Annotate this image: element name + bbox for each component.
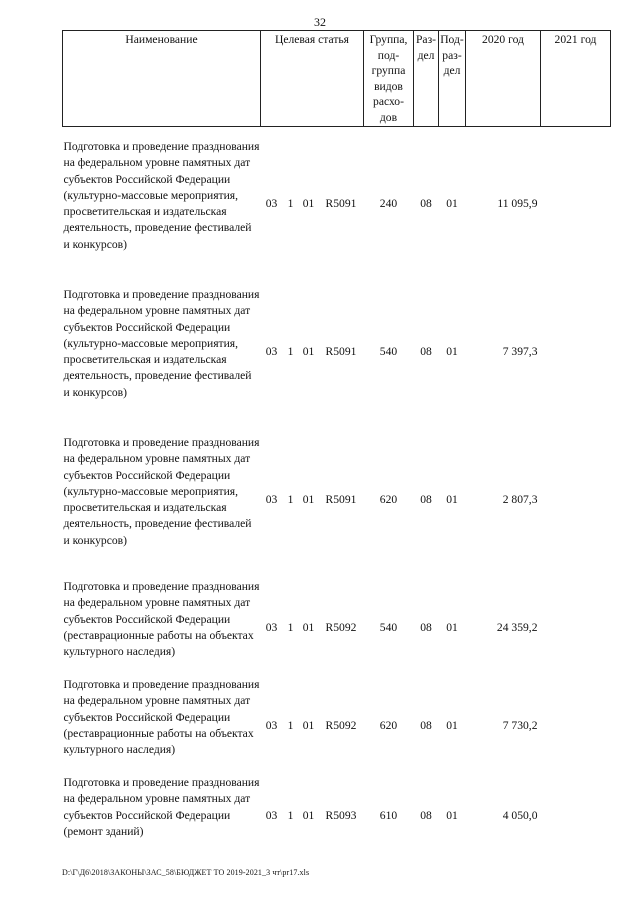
row-subsection: 01 — [446, 809, 458, 822]
header-2021: 2021 год — [541, 31, 611, 127]
row-name: Подготовка и проведение празднования на федеральном уровне памятных дат субъектов Российской Федерации (культурно-массовые мероприятия, просветительская и издательская деятельность, проведение фестивалей и конкурсов) — [63, 436, 260, 547]
header-subsection: Под- раз- дел — [439, 31, 466, 127]
row-article-1: 03 — [265, 809, 278, 822]
row-2021 — [541, 435, 611, 565]
table-row — [63, 287, 611, 417]
header-section: Раз- дел — [414, 31, 439, 127]
row-article-1: 03 — [265, 197, 278, 210]
row-article-1: 03 — [265, 719, 278, 732]
row-2020: 7 730,2 — [502, 719, 538, 732]
row-section: 08 — [420, 345, 432, 358]
row-2020: 11 095,9 — [497, 197, 538, 210]
row-article-4: R5092 — [325, 719, 357, 732]
row-article-1: 03 — [265, 621, 278, 634]
table-header-row — [63, 31, 611, 127]
row-2020: 7 397,3 — [502, 345, 538, 358]
row-2020: 4 050,0 — [502, 809, 538, 822]
row-2021 — [541, 579, 611, 677]
header-2020: 2020 год — [466, 31, 541, 127]
row-article-3: 01 — [302, 621, 315, 634]
row-article-2: 1 — [287, 197, 294, 210]
row-group: 610 — [379, 809, 398, 822]
header-target-article: Целевая статья — [261, 31, 364, 127]
row-2020: 2 807,3 — [502, 493, 538, 506]
row-subsection: 01 — [446, 621, 458, 634]
row-article-1: 03 — [265, 345, 278, 358]
row-name: Подготовка и проведение празднования на федеральном уровне памятных дат субъектов Российской Федерации (реставрационные работы на объектах культурного наследия) — [63, 678, 260, 757]
row-name: Подготовка и проведение празднования на федеральном уровне памятных дат субъектов Российской Федерации (культурно-массовые мероприятия, просветительская и издательская деятельность, проведение фестивалей и конкурсов) — [63, 288, 260, 399]
row-subsection: 01 — [446, 493, 458, 506]
row-name: Подготовка и проведение празднования на федеральном уровне памятных дат субъектов Российской Федерации (ремонт зданий) — [63, 776, 260, 838]
row-article-4: R5091 — [325, 493, 357, 506]
table-row — [63, 579, 611, 677]
row-section: 08 — [420, 719, 432, 732]
row-group: 620 — [379, 719, 398, 732]
row-article-3: 01 — [302, 345, 315, 358]
row-article-3: 01 — [302, 809, 315, 822]
row-section: 08 — [420, 197, 432, 210]
row-name: Подготовка и проведение празднования на федеральном уровне памятных дат субъектов Российской Федерации (реставрационные работы на объектах культурного наследия) — [63, 580, 260, 659]
row-article-2: 1 — [287, 809, 294, 822]
row-subsection: 01 — [446, 345, 458, 358]
row-section: 08 — [420, 809, 432, 822]
row-article-3: 01 — [302, 719, 315, 732]
row-article-4: R5091 — [325, 197, 357, 210]
row-article-2: 1 — [287, 621, 294, 634]
row-article-1: 03 — [265, 493, 278, 506]
header-group: Группа, под- группа видов расхо- дов — [364, 31, 414, 127]
row-group: 240 — [379, 197, 398, 210]
table-row — [63, 435, 611, 565]
table-row — [63, 139, 611, 269]
row-group: 540 — [379, 621, 398, 634]
row-section: 08 — [420, 621, 432, 634]
row-article-4: R5093 — [325, 809, 357, 822]
row-group: 540 — [379, 345, 398, 358]
row-2021 — [541, 677, 611, 775]
row-name: Подготовка и проведение празднования на федеральном уровне памятных дат субъектов Российской Федерации (культурно-массовые мероприятия, просветительская и издательская деятельность, проведение фестивалей и конкурсов) — [63, 140, 260, 251]
table-row — [63, 775, 611, 857]
row-subsection: 01 — [446, 719, 458, 732]
header-name: Наименование — [63, 31, 261, 127]
row-2021 — [541, 139, 611, 269]
footer-file-path: D:\Г\Д6\2018\ЗАКОНЫ\ЗАС_58\БЮДЖЕТ ТО 2019-2021_3 чт\pr17.xls — [62, 868, 310, 877]
row-article-2: 1 — [287, 345, 294, 358]
table-row — [63, 677, 611, 775]
row-article-3: 01 — [302, 493, 315, 506]
row-article-4: R5092 — [325, 621, 357, 634]
row-article-3: 01 — [302, 197, 315, 210]
budget-table — [62, 30, 611, 857]
row-article-2: 1 — [287, 493, 294, 506]
row-article-4: R5091 — [325, 345, 357, 358]
row-section: 08 — [420, 493, 432, 506]
page-number: 32 — [314, 15, 326, 29]
row-article-2: 1 — [287, 719, 294, 732]
row-2021 — [541, 287, 611, 417]
row-2020: 24 359,2 — [496, 621, 538, 634]
row-group: 620 — [379, 493, 398, 506]
row-2021 — [541, 775, 611, 857]
row-subsection: 01 — [446, 197, 458, 210]
